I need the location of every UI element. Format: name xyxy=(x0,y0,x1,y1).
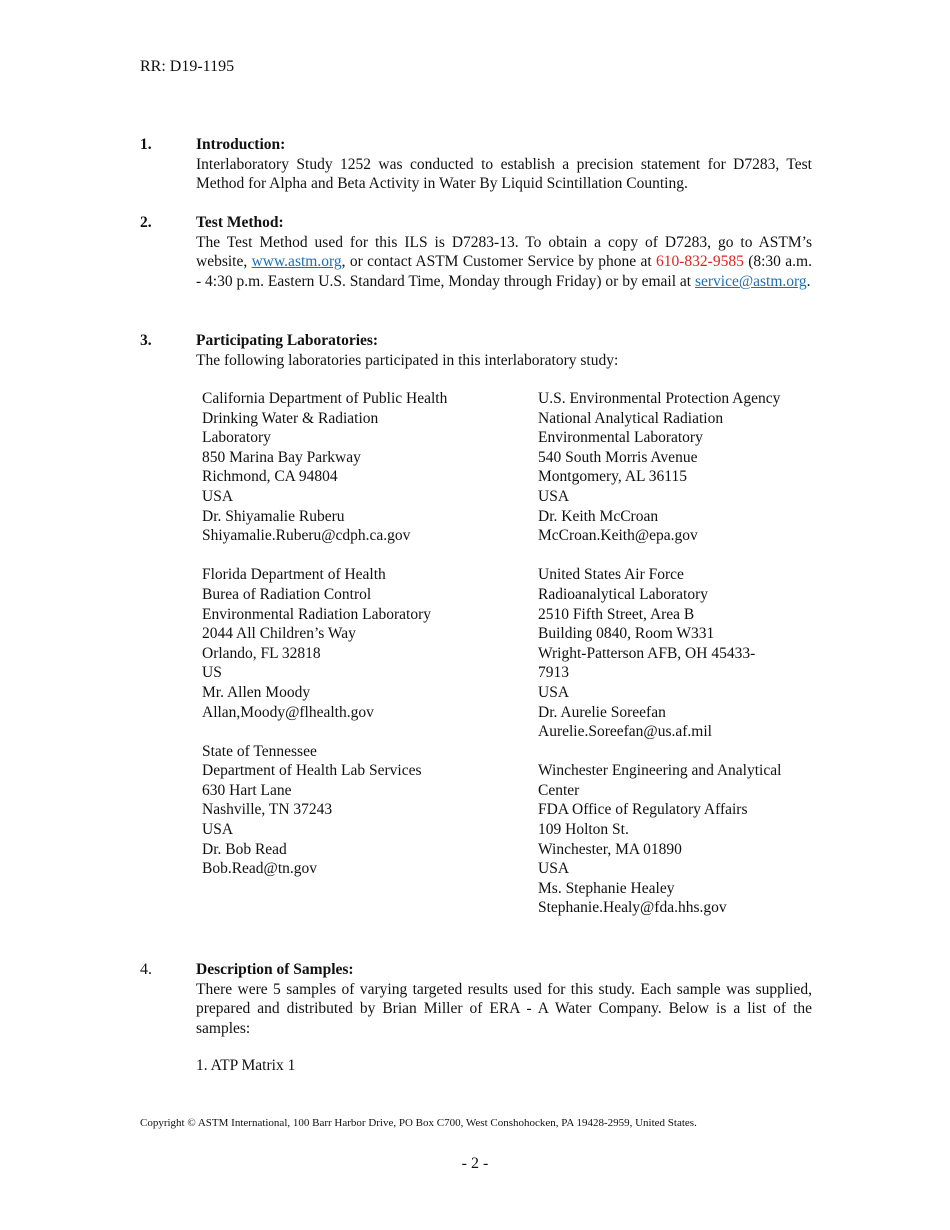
section-text xyxy=(196,233,812,292)
lab-line: 2044 All Children’s Way xyxy=(202,625,356,643)
lab-line: USA xyxy=(538,860,570,878)
lab-line: State of Tennessee xyxy=(202,742,317,760)
lab-line: Montgomery, AL 36115 xyxy=(538,468,687,486)
lab-line: U.S. Environmental Protection Agency xyxy=(538,390,781,407)
lab-contact-email: Bob.Read@tn.gov xyxy=(202,860,318,878)
lab-line: USA xyxy=(202,821,234,839)
section-participating-labs xyxy=(140,331,812,370)
section-text: Interlaboratory Study 1252 was conducted to establish a precision statement for D7283, Test Method for Alpha and Beta Activity in Water By Liquid Scintillation Counting. xyxy=(196,155,812,193)
lab-line: USA xyxy=(202,487,234,505)
lab-contact-email: McCroan.Keith@epa.gov xyxy=(538,527,698,545)
service-email-link[interactable]: service@astm.org xyxy=(694,273,807,291)
lab-contact-email: Stephanie.Healy@fda.hhs.gov xyxy=(538,899,727,917)
lab-line: Winchester Engineering and Analytical xyxy=(538,762,782,780)
copyright-notice: Copyright © ASTM International, 100 Barr Harbor Drive, PO Box C700, West Conshohocken, PA 19428-2959, United States. xyxy=(140,1117,697,1129)
section-introduction xyxy=(140,135,812,194)
lab-contact-name: Ms. Stephanie Healey xyxy=(538,879,675,897)
laboratory-entry xyxy=(538,761,828,918)
customer-service-phone: 610-832-9585 xyxy=(656,253,744,271)
laboratory-entry xyxy=(202,565,502,722)
section-title: Participating Laboratories: xyxy=(196,332,379,349)
lab-line: Nashville, TN 37243 xyxy=(202,801,333,819)
document-id: RR: D19-1195 xyxy=(140,58,235,75)
page-number: - 2 - xyxy=(461,1155,489,1172)
lab-line: Department of Health Lab Services xyxy=(202,762,422,780)
lab-line: Center xyxy=(538,781,580,799)
laboratory-column-left xyxy=(202,389,502,898)
laboratory-entry xyxy=(202,742,502,879)
section-number: 1. xyxy=(140,136,152,153)
section-description-of-samples xyxy=(140,960,812,1039)
lab-line: FDA Office of Regulatory Affairs xyxy=(538,801,748,819)
lab-line: USA xyxy=(538,683,570,701)
lab-contact-email: Shiyamalie.Ruberu@cdph.ca.gov xyxy=(202,527,411,545)
lab-line: Wright-Patterson AFB, OH 45433- xyxy=(538,644,756,662)
text-part: , or contact ASTM Customer Service by phone at xyxy=(341,253,657,271)
lab-line: Winchester, MA 01890 xyxy=(538,840,682,858)
lab-line: USA xyxy=(538,487,570,505)
astm-website-link[interactable]: www.astm.org xyxy=(251,253,342,271)
lab-line: 109 Holton St. xyxy=(538,821,629,839)
lab-line: National Analytical Radiation xyxy=(538,409,724,427)
lab-line: Laboratory xyxy=(202,429,271,447)
lab-line: Drinking Water & Radiation xyxy=(202,409,379,427)
lab-line: Environmental Radiation Laboratory xyxy=(202,605,431,623)
laboratory-entry xyxy=(538,389,828,546)
lab-line: 630 Hart Lane xyxy=(202,781,292,799)
lab-line: 850 Marina Bay Parkway xyxy=(202,448,361,466)
lab-line: 2510 Fifth Street, Area B xyxy=(538,605,695,623)
lab-line: 540 South Morris Avenue xyxy=(538,448,698,466)
laboratory-column-right xyxy=(538,389,828,938)
text-part: (8:30 a.m. - 4:30 p.m. Eastern U.S. Standard Time, Monday through Friday) or by email at xyxy=(196,253,812,291)
section-number: 4. xyxy=(140,961,152,978)
section-test-method xyxy=(140,213,812,292)
lab-line: Richmond, CA 94804 xyxy=(202,468,338,486)
section-title: Test Method: xyxy=(196,214,284,231)
lab-line: Orlando, FL 32818 xyxy=(202,644,321,662)
lab-contact-name: Dr. Shiyamalie Ruberu xyxy=(202,507,345,525)
section-text: There were 5 samples of varying targeted results used for this study. Each sample was supplied, prepared and distributed by Brian Miller of ERA - A Water Company. Below is a list of the samples: xyxy=(196,980,812,1038)
lab-line: US xyxy=(202,664,222,682)
lab-contact-name: Dr. Aurelie Soreefan xyxy=(538,703,666,721)
lab-contact-name: Mr. Allen Moody xyxy=(202,683,311,701)
section-text: The following laboratories participated in this interlaboratory study: xyxy=(196,351,619,369)
lab-line: United States Air Force xyxy=(538,566,684,584)
lab-line: California Department of Public Health xyxy=(202,390,448,407)
lab-line: Florida Department of Health xyxy=(202,566,386,584)
lab-line: 7913 xyxy=(538,664,569,682)
text-part: . xyxy=(806,273,811,291)
lab-line: Radioanalytical Laboratory xyxy=(538,585,709,603)
lab-line: Building 0840, Room W331 xyxy=(538,625,715,643)
laboratory-entry xyxy=(538,565,828,741)
section-number: 3. xyxy=(140,332,152,349)
lab-contact-email: Allan,Moody@flhealth.gov xyxy=(202,703,374,721)
section-title: Introduction: xyxy=(196,136,286,153)
lab-contact-name: Dr. Bob Read xyxy=(202,840,287,858)
sample-list-item: 1. ATP Matrix 1 xyxy=(196,1057,296,1074)
laboratory-entry xyxy=(202,389,502,546)
lab-contact-name: Dr. Keith McCroan xyxy=(538,507,659,525)
section-title: Description of Samples: xyxy=(196,961,354,978)
section-number: 2. xyxy=(140,214,152,231)
text-part: The Test Method used for this ILS is D7283-13. To obtain a copy of D7283, go to ASTM’s website, xyxy=(196,233,812,271)
lab-contact-email: Aurelie.Soreefan@us.af.mil xyxy=(538,723,712,741)
lab-line: Environmental Laboratory xyxy=(538,429,703,447)
lab-line: Burea of Radiation Control xyxy=(202,585,372,603)
